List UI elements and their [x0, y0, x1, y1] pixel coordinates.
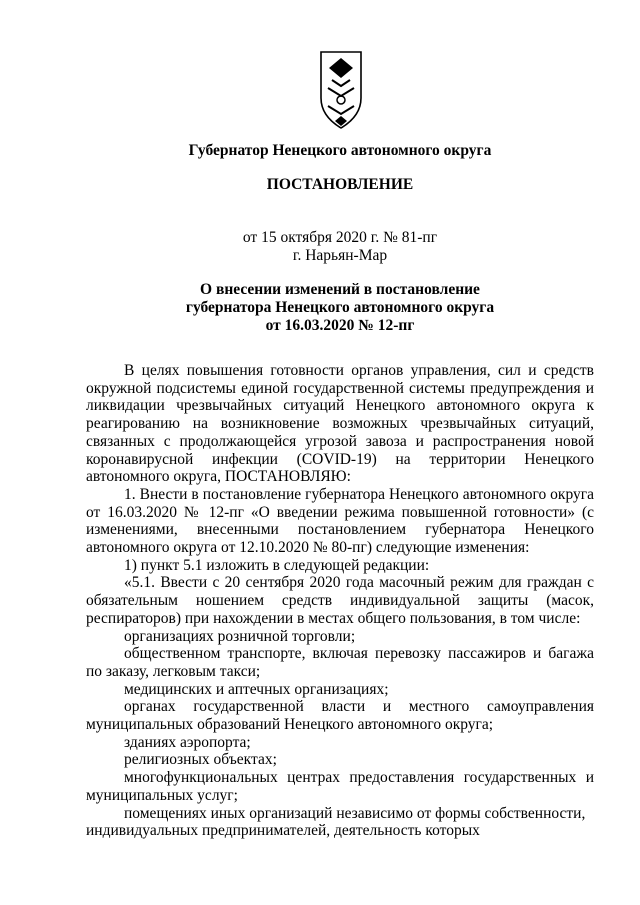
title-line-1: О внесении изменений в постановление: [200, 281, 480, 298]
paragraph-2: 1) пункт 5.1 изложить в следующей редакции:: [124, 556, 430, 574]
document-date-number: от 15 октября 2020 г. № 81-пг: [242, 229, 438, 246]
last-paragraph-line-1: помещениях иных организаций независимо от формы собственности,: [124, 804, 586, 822]
authority-heading: Губернатор Ненецкого автономного округа: [188, 142, 492, 159]
list-item: организациях розничной торговли;: [124, 627, 356, 645]
paragraph-1: 1. Внести в постановление губернатора Ненецкого автономного округа от 16.03.2020 № 12-пг «О введении режима повышенной готовности» (с изменениями, внесенными постановлением губернатора Ненецкого автономного округа от 12.10.2020 № 80-пг) следующие изменения:: [86, 485, 594, 557]
preamble-paragraph: В целях повышения готовности органов управления, сил и средств окружной подсистемы единой государственной системы предупреждения и ликвидации чрезвычайных ситуаций Ненецкого автономного округа к реагированию на возникновение возможных чрезвычайных ситуаций, связанных с продолжающейся угрозой завоза и распространения новой коронавирусной инфекции (COVID-19) на территории Ненецкого автономного округа, ПОСТАНОВЛЯЮ:: [86, 362, 594, 486]
list-item: многофункциональных центрах предоставления государственных и муниципальных услуг;: [86, 769, 594, 804]
paragraph-3: «5.1. Ввести с 20 сентября 2020 года масочный режим для граждан с обязательным ношением средств индивидуальной защиты (масок, респираторов) при нахождении в местах общего пользования, в том числе:: [86, 574, 594, 627]
list-item: зданиях аэропорта;: [124, 733, 251, 751]
document-type-heading: ПОСТАНОВЛЕНИЕ: [266, 176, 414, 193]
document-body: [86, 362, 594, 840]
list-item: медицинских и аптечных организациях;: [124, 680, 389, 698]
list-item: органах государственной власти и местного самоуправления муниципальных образований Ненецкого автономного округа;: [86, 698, 594, 734]
list-item: общественном транспорте, включая перевозку пассажиров и багажа по заказу, легковым такси;: [86, 645, 594, 680]
title-line-2: губернатора Ненецкого автономного округа: [185, 299, 495, 316]
coat-of-arms-icon: [318, 50, 364, 130]
list-item: религиозных объектах;: [124, 751, 277, 769]
document-place: г. Нарьян-Мар: [292, 247, 388, 264]
title-line-3: от 16.03.2020 № 12-пг: [265, 317, 415, 334]
last-paragraph-line-2: индивидуальных предпринимателей, деятельность которых: [86, 822, 480, 840]
